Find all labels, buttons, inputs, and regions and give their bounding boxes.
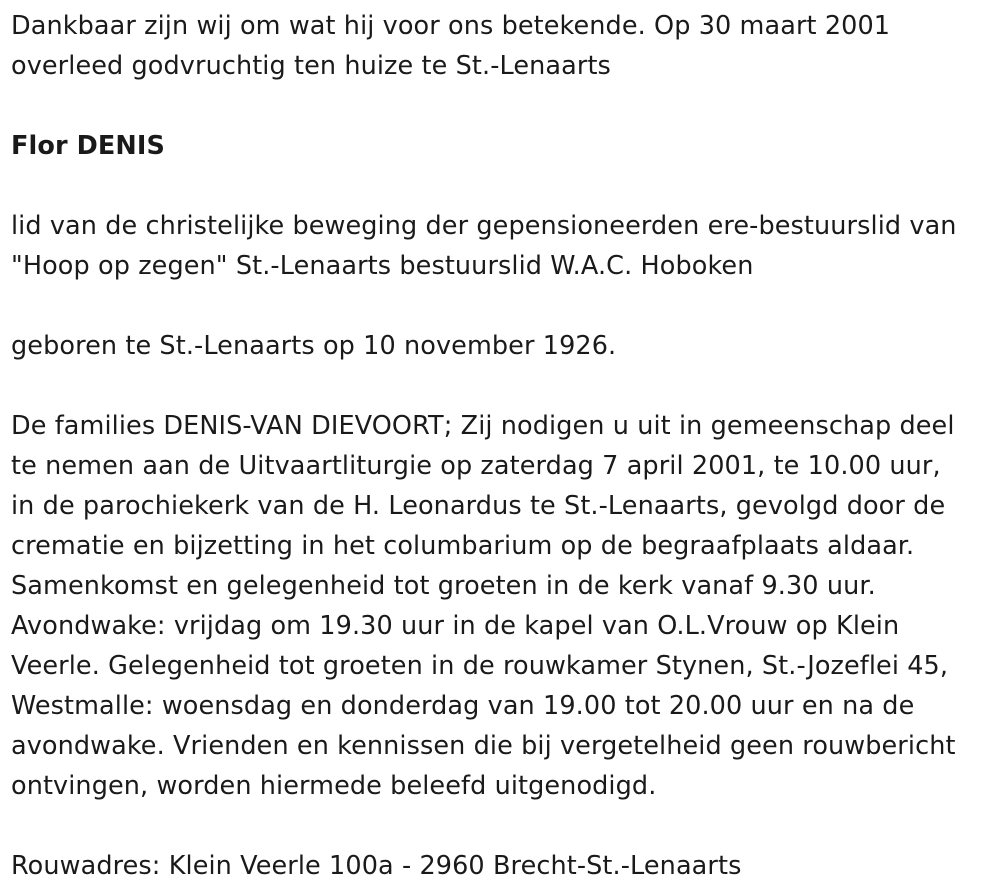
invitation-line: in de parochiekerk van de H. Leonardus te St.-Lenaarts, gevolgd door de [11, 491, 946, 521]
paragraph-gap [11, 806, 990, 846]
invitation-line: Westmalle: woensdag en donderdag van 19.00 tot 20.00 uur en na de [11, 691, 915, 721]
paragraph-gap [11, 166, 990, 206]
mourning-address: Rouwadres: Klein Veerle 100a - 2960 Brecht-St.-Lenaarts [11, 851, 742, 881]
invitation-line: Avondwake: vrijdag om 19.30 uur in de kapel van O.L.Vrouw op Klein [11, 611, 900, 641]
invitation-line: crematie en bijzetting in het columbarium op de begraafplaats aldaar. [11, 531, 915, 561]
invitation-line: avondwake. Vrienden en kennissen die bij vergetelheid geen rouwbericht [11, 731, 956, 761]
paragraph-gap [11, 366, 990, 406]
intro-line: Dankbaar zijn wij om wat hij voor ons betekende. Op 30 maart 2001 [11, 11, 891, 41]
invitation-paragraph [11, 406, 990, 806]
membership-paragraph [11, 206, 990, 286]
invitation-line: Samenkomst en gelegenheid tot groeten in de kerk vanaf 9.30 uur. [11, 571, 876, 601]
membership-line: lid van de christelijke beweging der gepensioneerden ere-bestuurslid van [11, 211, 957, 241]
invitation-line: De families DENIS-VAN DIEVOORT; Zij nodigen u uit in gemeenschap deel [11, 411, 955, 441]
membership-line: "Hoop op zegen" St.-Lenaarts bestuurslid W.A.C. Hoboken [11, 251, 754, 281]
address-paragraph [11, 846, 990, 886]
deceased-name-paragraph [11, 126, 990, 166]
birth-line: geboren te St.-Lenaarts op 10 november 1926. [11, 331, 617, 361]
invitation-line: te nemen aan de Uitvaartliturgie op zaterdag 7 april 2001, te 10.00 uur, [11, 451, 941, 481]
paragraph-gap [11, 86, 990, 126]
invitation-line: Veerle. Gelegenheid tot groeten in de rouwkamer Stynen, St.-Jozeflei 45, [11, 651, 949, 681]
intro-line: overleed godvruchtig ten huize te St.-Lenaarts [11, 51, 611, 81]
birth-paragraph [11, 326, 990, 366]
intro-paragraph [11, 6, 990, 86]
deceased-name: Flor DENIS [11, 131, 165, 161]
invitation-line: ontvingen, worden hiermede beleefd uitgenodigd. [11, 771, 657, 801]
paragraph-gap [11, 286, 990, 326]
